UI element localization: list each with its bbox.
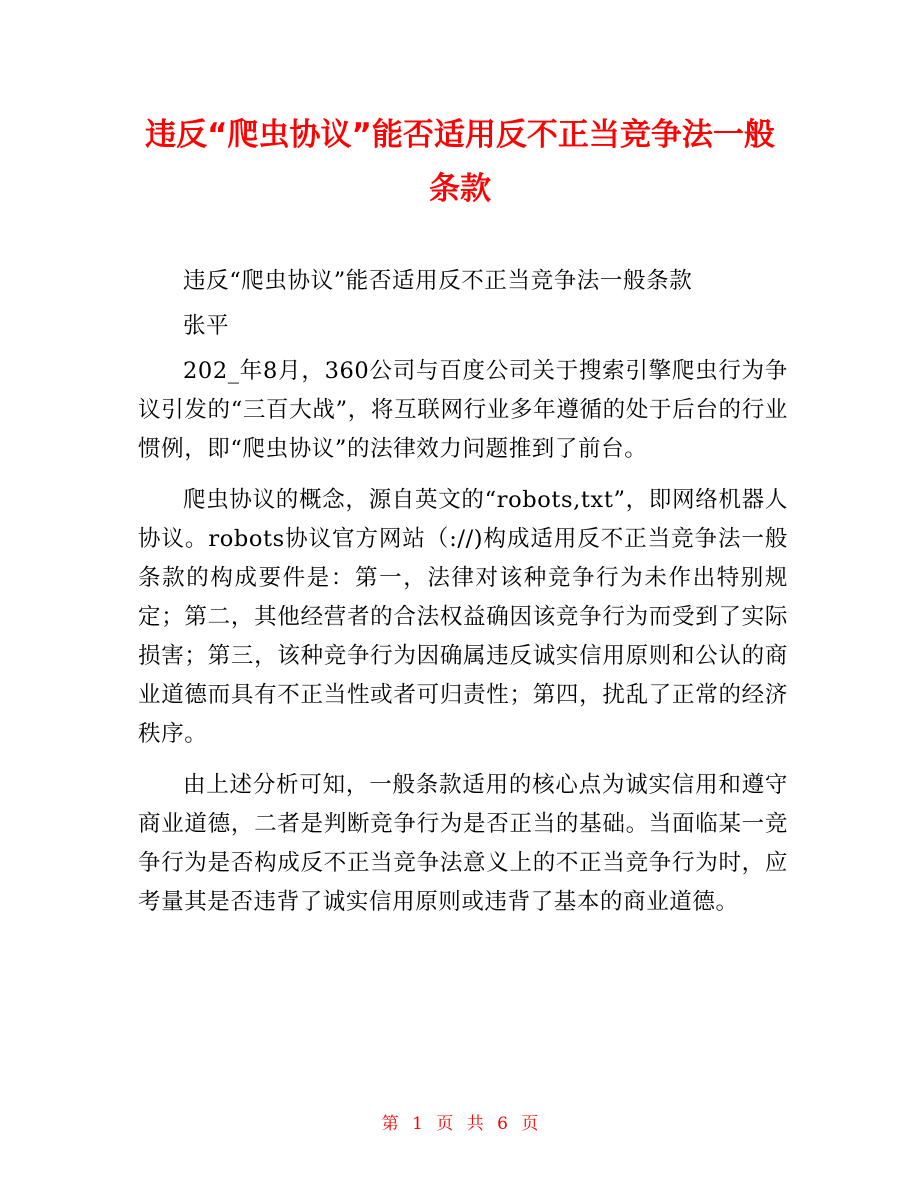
document-title: 违反“爬虫协议”能否适用反不正当竞争法一般条款 — [145, 117, 775, 207]
paragraph-analysis: 由上述分析可知，一般条款适用的核心点为诚实信用和遵守商业道德，二者是判断竞争行为是否正当的基础。当面临某一竞争行为是否构成反不正当竞争法意义上的不正当竞争行为时，应考量其是否违背了诚实信用原则或违背了基本的商业道德。 — [138, 772, 788, 915]
document-body — [138, 262, 788, 934]
page-footer: 第 1 页 共 6 页 — [381, 1114, 539, 1134]
paragraph-author: 张平 — [183, 313, 230, 339]
paragraph-intro: 202_年8月，360公司与百度公司关于搜索引擎爬虫行为争议引发的“三百大战”，将互联网行业多年遵循的处于后台的行业惯例，即“爬虫协议”的法律效力问题推到了前台。 — [138, 358, 788, 462]
paragraph-concept: 爬虫协议的概念，源自英文的“robots,txt”，即网络机器人协议。robots协议官方网站（://)构成适用反不正当竞争法一般条款的构成要件是：第一，法律对该种竞争行为未作出特别规定；第二，其他经营者的合法权益确因该竞争行为而受到了实际损害；第三，该种竞争行为因确属违反诚实信用原则和公认的商业道德而具有不正当性或者可归责性；第四，扰乱了正常的经济秩序。 — [138, 487, 788, 747]
paragraph-subtitle: 违反“爬虫协议”能否适用反不正当竞争法一般条款 — [183, 268, 693, 294]
